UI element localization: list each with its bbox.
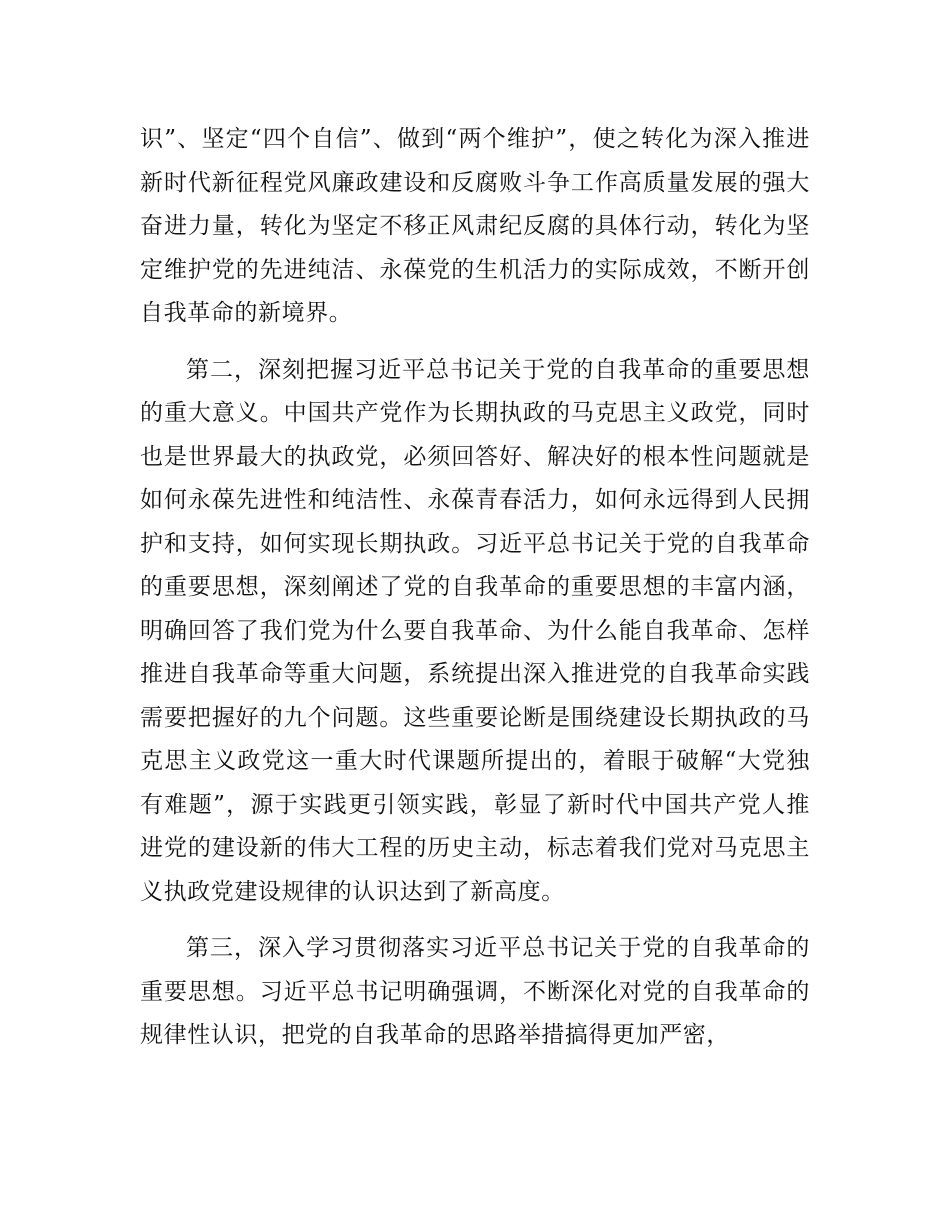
paragraph-third-point: 第三，深入学习贯彻落实习近平总书记关于党的自我革命的重要思想。习近平总书记明确强调，不断深化对党的自我革命的规律性认识，把党的自我革命的思路举措搞得更加严密，	[140, 935, 810, 1048]
document-body	[140, 118, 810, 1071]
paragraph-continuation: 识”、坚定“四个自信”、做到“两个维护”，使之转化为深入推进新时代新征程党风廉政建设和反腐败斗争工作高质量发展的强大奋进力量，转化为坚定不移正风肃纪反腐的具体行动，转化为坚定维护党的先进纯洁、永葆党的生机活力的实际成效，不断开创自我革命的新境界。	[140, 126, 810, 326]
paragraph-second-point: 第二，深刻把握习近平总书记关于党的自我革命的重要思想的重大意义。中国共产党作为长期执政的马克思主义政党，同时也是世界最大的执政党，必须回答好、解决好的根本性问题就是如何永葆先进性和纯洁性、永葆青春活力，如何永远得到人民拥护和支持，如何实现长期执政。习近平总书记关于党的自我革命的重要思想，深刻阐述了党的自我革命的重要思想的丰富内涵，明确回答了我们党为什么要自我革命、为什么能自我革命、怎样推进自我革命等重大问题，系统提出深入推进党的自我革命实践需要把握好的九个问题。这些重要论断是围绕建设长期执政的马克思主义政党这一重大时代课题所提出的，着眼于破解“大党独有难题”，源于实践更引领实践，彰显了新时代中国共产党人推进党的建设新的伟大工程的历史主动，标志着我们党对马克思主义执政党建设规律的认识达到了新高度。	[140, 356, 810, 905]
